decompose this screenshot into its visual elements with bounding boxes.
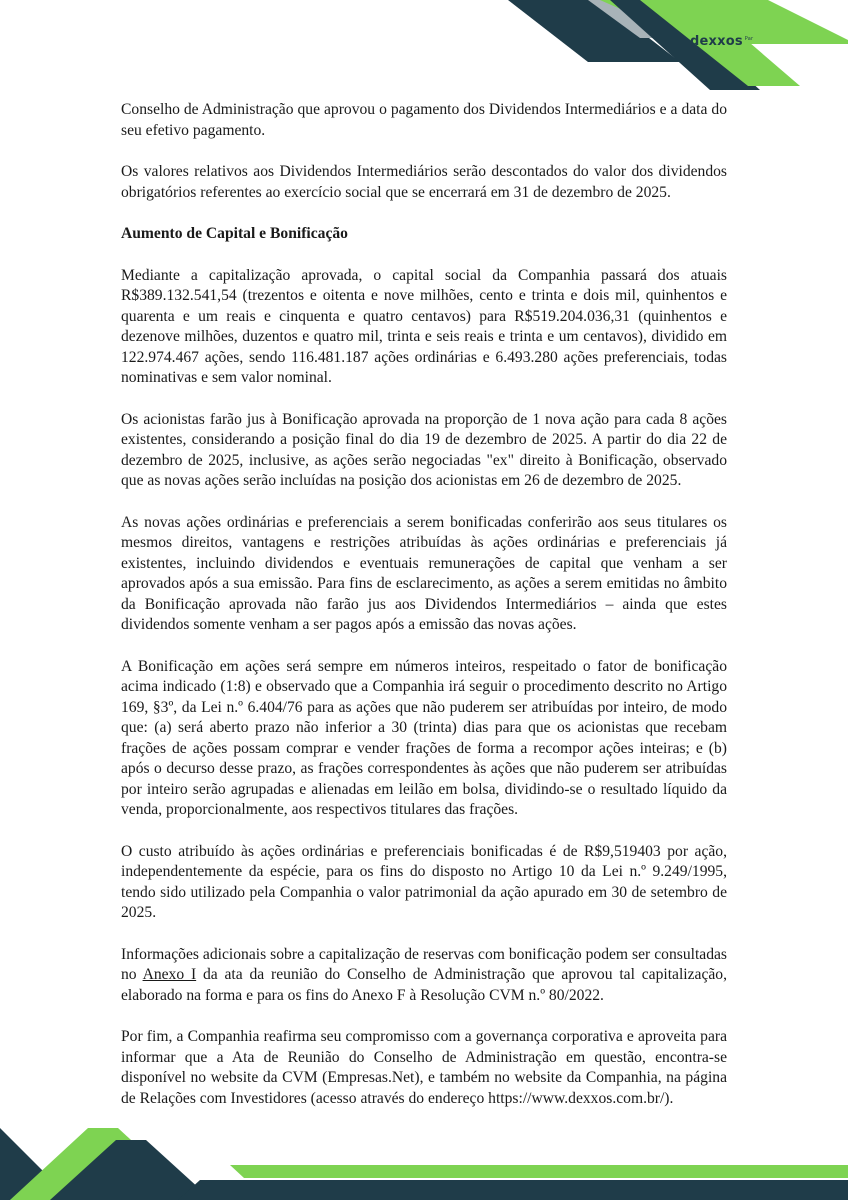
paragraph-8-end: da ata da reunião do Conselho de Administração que aprovou tal capitalização, elaborado na forma e para os fins do Anexo F à Resolução CVM n.º 80/2022. <box>121 966 727 1004</box>
paragraph-7: O custo atribuído às ações ordinárias e preferenciais bonificadas é de R$9,519403 por ação, independentemente da espécie, para os fins do disposto no Artigo 10 da Lei n.º 9.249/1995, tendo sido utilizado pela Companhia o valor patrimonial da ação apurado em 30 de setembro de 2025. <box>121 842 727 921</box>
paragraph-5: As novas ações ordinárias e preferenciais a serem bonificadas conferirão aos seus titulares os mesmos direitos, vantagens e restrições atribuídas às ações ordinárias e preferenciais já existentes, incluindo dividendos e eventuais remunerações de capital que venham a ser aprovados após a sua emissão. Para fins de esclarecimento, as ações a serem emitidas no âmbito da Bonificação aprovada não farão jus aos Dividendos Intermediários – ainda que estes dividendos somente venham a ser pagos após a emissão das novas ações. <box>121 513 727 633</box>
anexo-link[interactable]: Anexo I <box>142 966 197 983</box>
company-logo <box>690 34 753 49</box>
paragraph-9: Por fim, a Companhia reafirma seu compromisso com a governança corporativa e aproveita para informar que a Ata de Reunião do Conselho de Administração em questão, encontra-se disponível no website da CVM (Empresas.Net), e também no website da Companhia, na página de Relações com Investidores (acesso através do endereço https://www.dexxos.com.br/). <box>121 1028 727 1107</box>
footer-decoration <box>0 1128 848 1200</box>
logo-suffix: Par <box>744 36 754 42</box>
section-heading: Aumento de Capital e Bonificação <box>121 225 348 242</box>
paragraph-2: Os valores relativos aos Dividendos Intermediários serão descontados do valor dos dividendos obrigatórios referentes ao exercício social que se encerrará em 31 de dezembro de 2025. <box>121 163 727 201</box>
paragraph-3: Mediante a capitalização aprovada, o capital social da Companhia passará dos atuais R$389.132.541,54 (trezentos e oitenta e nove milhões, cento e trinta e dois mil, quinhentos e quarenta e um reais e cinquenta e quatro centavos) para R$519.204.036,31 (quinhentos e dezenove milhões, duzentos e quatro mil, trinta e seis reais e trinta e um centavos), dividido em 122.974.467 ações, sendo 116.481.187 ações ordinárias e 6.493.280 ações preferenciais, todas nominativas e sem valor nominal. <box>121 266 727 386</box>
paragraph-6: A Bonificação em ações será sempre em números inteiros, respeitado o fator de bonificação acima indicado (1:8) e observado que a Companhia irá seguir o procedimento descrito no Artigo 169, §3º, da Lei n.º 6.404/76 para as ações que não puderem ser atribuídas por inteiro, de modo que: (a) será aberto prazo não inferior a 30 (trinta) dias para que os acionistas que recebam frações de ações possam comprar e vender frações de forma a recompor ações inteiras; e (b) após o decurso desse prazo, as frações correspondentes às ações que não puderem ser atribuídas por inteiro serão agrupadas e alienadas em leilão em bolsa, dividindo-se o resultado líquido da venda, proporcionalmente, aos respectivos titulares das frações. <box>121 657 727 818</box>
paragraph-8 <box>121 945 727 1007</box>
header-decoration <box>508 0 848 90</box>
paragraph-4: Os acionistas farão jus à Bonificação aprovada na proporção de 1 nova ação para cada 8 ações existentes, considerando a posição final do dia 19 de dezembro de 2025. A partir do dia 22 de dezembro de 2025, inclusive, as ações serão negociadas "ex" direito à Bonificação, observado que as novas ações serão incluídas na posição dos acionistas em 26 de dezembro de 2025. <box>121 410 727 489</box>
paragraph-1: Conselho de Administração que aprovou o pagamento dos Dividendos Intermediários e a data do seu efetivo pagamento. <box>121 101 727 139</box>
paragraph-8-start: Informações adicionais sobre a capitalização de reservas com bonificação podem ser consultadas no <box>121 945 727 983</box>
document-body <box>121 100 727 1130</box>
logo-text: dexxos <box>690 34 743 49</box>
